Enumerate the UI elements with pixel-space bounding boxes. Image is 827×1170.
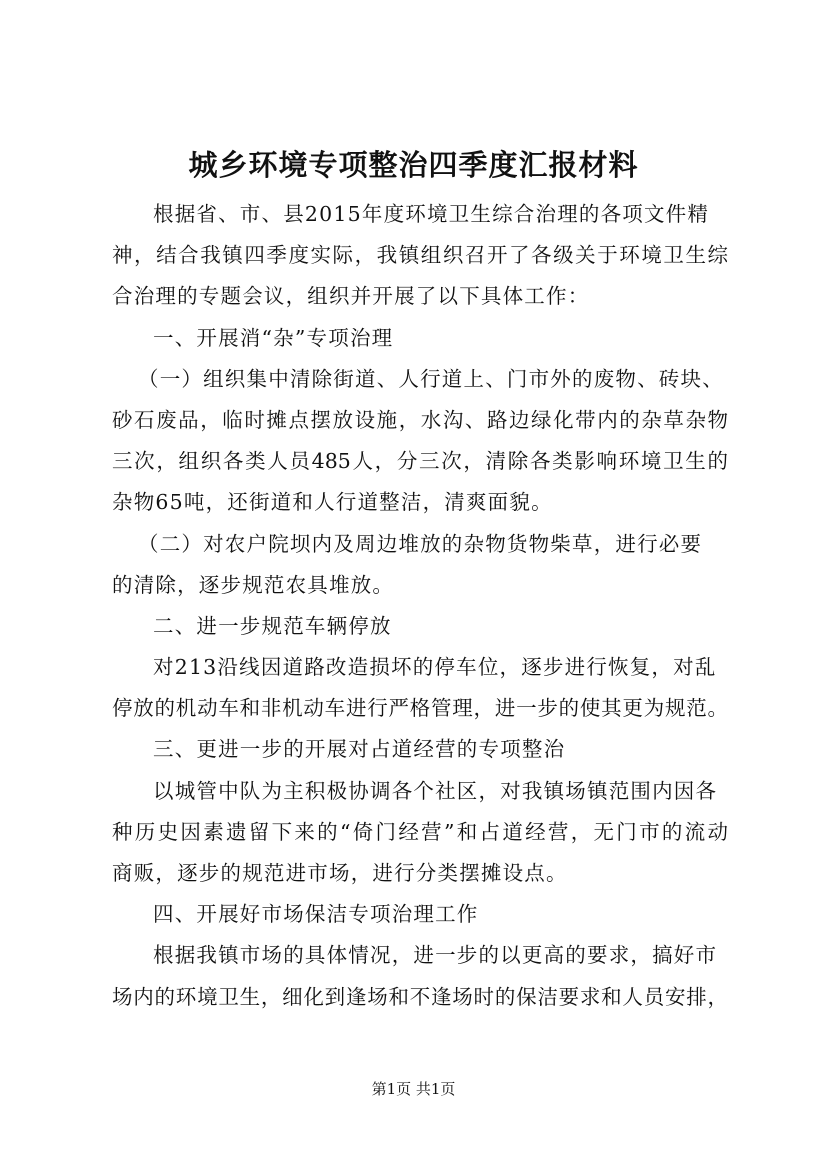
paragraph-line: 停放的机动车和非机动车进行严格管理，进一步的使其更为规范。 — [112, 696, 728, 721]
paragraph-line: （一）组织集中清除街道、人行道上、门市外的废物、砖块、 — [138, 366, 724, 391]
section-heading: 一、开展消“杂”专项治理 — [153, 325, 394, 350]
paragraph-line: （二）对农户院坝内及周边堆放的杂物货物柴草，进行必要 — [138, 531, 703, 556]
paragraph-line: 场内的环境卫生，细化到逢场和不逢场时的保洁要求和人员安排， — [112, 984, 728, 1009]
section-heading: 二、进一步规范车辆停放 — [153, 613, 392, 638]
document-title: 城乡环境专项整治四季度汇报材料 — [188, 148, 639, 182]
paragraph-line: 神，结合我镇四季度实际，我镇组织召开了各级关于环境卫生综 — [112, 243, 728, 268]
paragraph-line: 商贩，逐步的规范进市场，进行分类摆摊设点。 — [112, 861, 568, 885]
document-body — [112, 194, 728, 1018]
paragraph-line: 砂石废品，临时摊点摆放设施，水沟、路边绿化带内的杂草杂物 — [112, 407, 728, 432]
page-number-footer: 第1页 共1页 — [371, 1080, 456, 1098]
paragraph-line: 根据我镇市场的具体情况，进一步的以更高的要求，搞好市 — [153, 943, 718, 968]
section-heading: 四、开展好市场保洁专项治理工作 — [153, 902, 479, 927]
paragraph-line: 对213沿线因道路改造损坏的停车位，逐步进行恢复，对乱 — [153, 655, 717, 680]
paragraph-line: 三次，组织各类人员485人，分三次，清除各类影响环境卫生的 — [112, 449, 728, 474]
paragraph-line: 杂物65吨，还街道和人行道整洁，清爽面貌。 — [112, 490, 553, 515]
paragraph-line: 的清除，逐步规范农具堆放。 — [112, 572, 395, 597]
paragraph-line: 种历史因素遗留下来的“倚门经营”和占道经营，无门市的流动 — [112, 819, 728, 844]
paragraph-line: 根据省、市、县2015年度环境卫生综合治理的各项文件精 — [153, 202, 710, 226]
section-heading: 三、更进一步的开展对占道经营的专项整治 — [153, 737, 566, 762]
paragraph-line: 以城管中队为主积极协调各个社区，对我镇场镇范围内因各 — [153, 778, 718, 803]
paragraph-line: 合治理的专题会议，组织并开展了以下具体工作： — [112, 284, 590, 309]
